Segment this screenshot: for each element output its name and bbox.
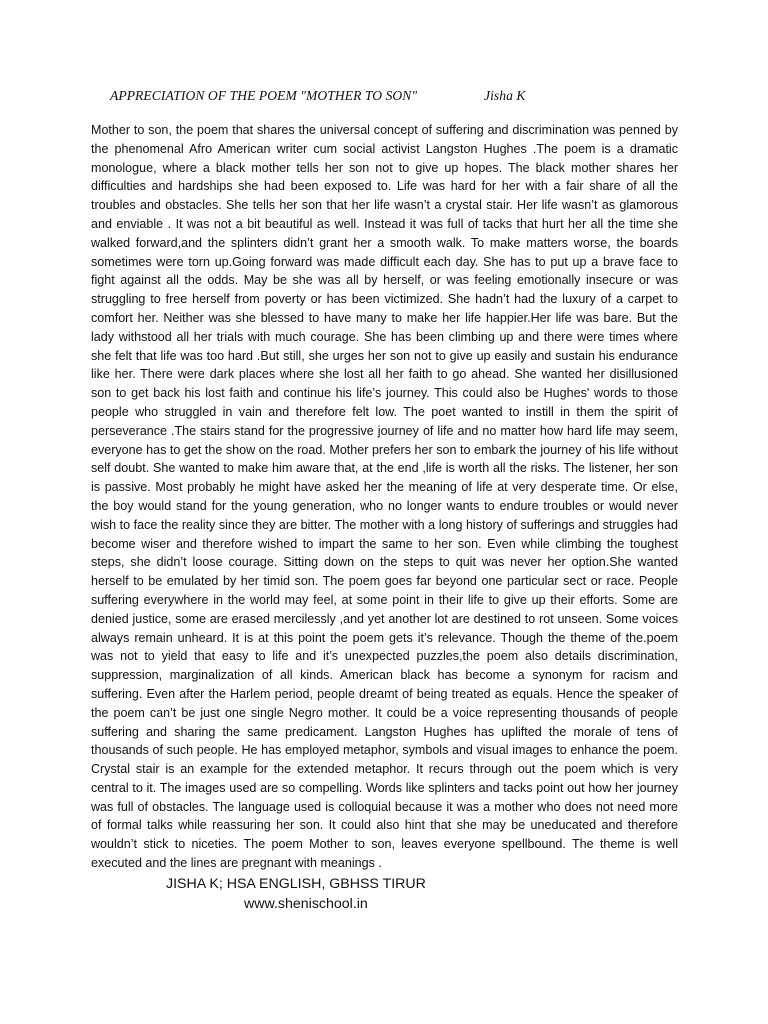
- document-heading: [110, 88, 670, 104]
- footer-credit: JISHA K; HSA ENGLISH, GBHSS TIRUR: [166, 876, 426, 892]
- body-paragraph: Mother to son, the poem that shares the universal concept of suffering and discrimination was penned by the phenomenal Afro American writer cum social activist Langston Hughes .The poem is a dramatic monologue, where a black mother tells her son not to give up hopes. The black mother shares her difficulties and hardships she had been exposed to. Life was hard for her with a fair share of all the troubles and obstacles. She tells her son that her life wasn’t a crystal stair. Her life wasn’t as glamorous and enviable . It was not a bit beautiful as well. Instead it was full of tacks that hurt her all the time she walked forward,and the splinters didn’t grant her a smooth walk. To make matters worse, the boards sometimes were torn up.Going forward was made difficult each day. She has to put up a brave face to fight against all the odds. May be she was all by herself, or was feeling emotionally insecure or was struggling to free herself from poverty or has been victimized. She hadn’t had the luxury of a carpet to comfort her. Neither was she blessed to have many to make her life happier.Her life was bare. But the lady withstood all her trials with much courage. She has been climbing up and there were times where she felt that life was too hard .But still, she urges her son not to give up easily and sustain his endurance like her. There were dark places where she lost all her faith to go ahead. She wanted her disillusioned son to get back his lost faith and continue his life’s journey. This could also be Hughes' words to those people who struggled in vain and therefore felt low. The poet wanted to instill in them the spirit of perseverance .The stairs stand for the progressive journey of life and no matter how hard life may seem, everyone has to get the show on the road. Mother prefers her son to embark the journey of his life without self doubt. She wanted to make him aware that, at the end ,life is worth all the risks. The listener, her son is passive. Most probably he might have asked her the meaning of life at very desperate time. Or else, the boy would stand for the young generation, who no longer wants to endure troubles or would never wish to face the reality since they are bitter. The mother with a long history of sufferings and struggles had become wiser and therefore wished to impart the same to her son. Even while climbing the toughest steps, she didn’t loose courage. Sitting down on the steps to quit was never her option.She wanted herself to be emulated by her timid son. The poem goes far beyond one particular sect or race. People suffering everywhere in the world may feel, at some point in their life to give up their efforts. Some are denied justice, some are erased mercilessly ,and yet another lot are destined to rot unseen. Some voices always remain unheard. It is at this point the poem gets it’s relevance. Though the theme of the.poem was not to yield that easy to life and it’s unexpected puzzles,the poem also details discrimination, suppression, marginalization of all kinds. American black has become a synonym for racism and suffering. Even after the Harlem period, people dreamt of being treated as equals. Hence the speaker of the poem can’t be just one single Negro mother. It could be a voice representing thousands of people suffering and sharing the same predicament. Langston Hughes has uplifted the morale of tens of thousands of such people. He has employed metaphor, symbols and visual images to enhance the poem. Crystal stair is an example for the extended metaphor. It recurs through out the poem which is very central to it. The images used are so compelling. Words like splinters and tacks point out how her journey was full of obstacles. The language used is colloquial because it was a mother who does not need more of formal talks while reassuring her son. It could also hint that she may be uneducated and therefore wouldn’t stick to niceties. The poem Mother to son, leaves everyone spellbound. The theme is well executed and the lines are pregnant with meanings .: [91, 123, 678, 871]
- page-title: APPRECIATION OF THE POEM "MOTHER TO SON": [110, 88, 418, 103]
- footer-website: www.shenischool.in: [244, 896, 368, 912]
- author-name: Jisha K: [484, 88, 526, 103]
